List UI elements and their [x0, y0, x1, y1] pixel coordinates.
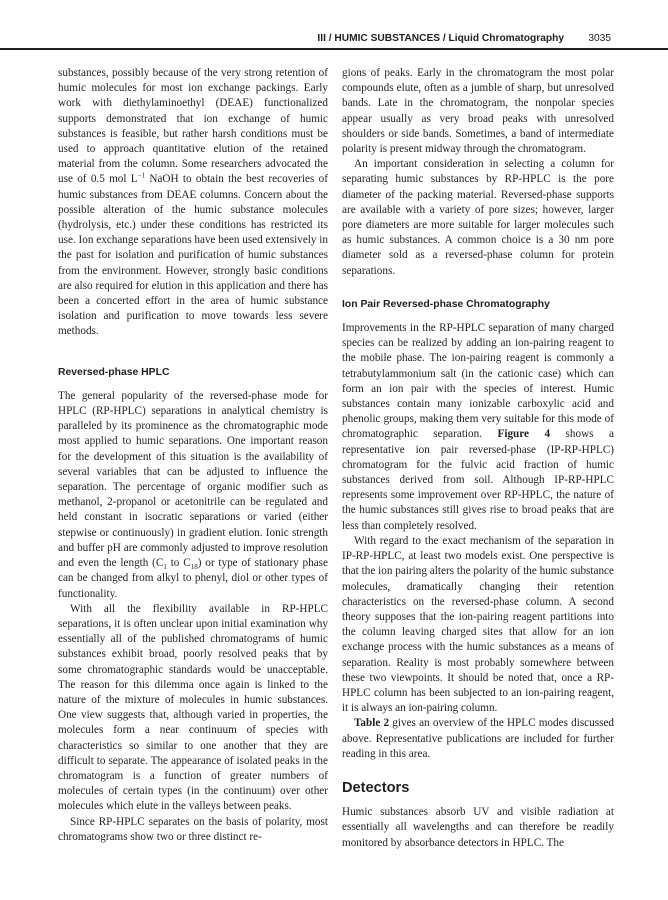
paragraph: The general popularity of the reversed-phase mode for HPLC (RP-HPLC) separations in analytical chemistry is paralleled by its prominence as the chromatographic mode most applied to humic separations. One important reason for the development of this situation is the availability of several variables that can be adjusted to influence the separation. The percentage of organic modifier such as methanol, 2-propanol or acetonitrile can be regulated and held constant in isocratic separations or varied (either stepwise or continuously) in gradient elution. Ionic strength and buffer pH are commonly adjusted to improve resolution and even the length ($C_1$ to $C_{18}$) or type of stationary phase can be changed from alkyl to phenyl, diol or other types of functionality. — [58, 389, 328, 600]
section-heading-detectors: Detectors — [342, 779, 410, 796]
paragraph: With all the flexibility available in RP-HPLC separations, it is often unclear upon initial examination why essentially all of the published chromatograms of humic substances exhibit broad, poorly resolved peaks that by some chromatographic standards would be unacceptable. The reason for this dilemma once again is linked to the nature of the mixture of molecules in humic substances. One view suggests that, although varied in properties, the molecules form a near continuum of species with characteristics so similar to one another that they are difficult to separate. The appearance of isolated peaks in the chromatogram is a function of greater numbers of molecules of certain types (in the continuum) over other molecules which elute in the valleys between peaks. — [58, 602, 328, 813]
page-number: 3035 — [588, 33, 611, 44]
section-heading-ion-pair: Ion Pair Reversed-phase Chromatography — [342, 298, 550, 310]
paragraph: gions of peaks. Early in the chromatogram the most polar compounds elute, often as a jumble of sharp, but unresolved bands. Late in the chromatogram, the nonpolar species appear usually as very broad peaks with unresolved shoulders or side bands. Sometimes, a band of intermediate polarity is present midway through the chromatogram. — [342, 67, 614, 156]
spacer — [58, 340, 328, 355]
right-column — [342, 66, 614, 851]
left-column — [58, 66, 328, 845]
header-title: III / HUMIC SUBSTANCES / Liquid Chromatography — [317, 33, 564, 44]
section-heading-reversed-phase: Reversed-phase HPLC — [58, 366, 170, 378]
paragraph: Humic substances absorb UV and visible radiation at essentially all wavelengths and can therefore be readily monitored by absorbance detectors in HPLC. The — [342, 806, 614, 849]
paragraph: With regard to the exact mechanism of the separation in IP-RP-HPLC, at least two models exist. One perspective is that the ion pairing alters the polarity of the humic substance molecules, dramatically changing their retention characteristics on the reversed-phase column. A second theory supposes that the ion-pairing reagent partitions into the column leaving charged sites that allow for an ion exchange process with the humic substances as a means of separation. Reality is most probably somewhere between these two viewpoints. It should be noted that, once a RP-HPLC column has been subjected to an ion-pairing reagent, it is always an ion-pairing column. — [342, 534, 614, 715]
paragraph: Improvements in the RP-HPLC separation of many charged species can be realized by adding an ion-pairing reagent to the mobile phase. The ion-pairing reagent is commonly a tetrabutylammonium salt (in the cationic case) which can form an ion pair with the species of interest. Humic substances contain many ionizable carboxylic acid and phenolic groups, making them very suitable for this mode of chromatographic separation. Figure 4 shows a representative ion pair reversed-phase (IP-RP-HPLC) chromatogram for the fulvic acid fraction of humic substances derived from soil. Although IP-RP-HPLC represents some improvement over RP-HPLC, the nature of the humic substances still gives rise to broad peaks that are less than completely resolved. — [342, 322, 614, 532]
paragraph: substances, possibly because of the very strong retention of humic molecules for most ion exchange packings. Early work with diethylaminoethyl (DEAE) functionalized supports demonstrated that ion exchange of humic substances is feasible, but rather harsh conditions must be used to approach quantitative elution of the retained material from the column. Some researchers advocated the use of 0.5 mol $L^{-1}$ NaOH to obtain the best recoveries of humic substances from DEAE columns. Concern about the possible alteration of the humic substance molecules (hydrolysis, etc.) under these conditions has restricted its use. Ion exchange separations have been used extensively in the past for isolation and purification of humic substances from the environment. However, strongly basic conditions are also required for elution in this application and there has been a concerted effort in the area of humic substance isolation and purification to move towards less severe methods. — [58, 67, 328, 338]
table-reference: Table 2 — [354, 717, 390, 730]
paragraph: Since RP-HPLC separates on the basis of polarity, most chromatograms show two or three distinct re- — [58, 815, 328, 843]
figure-reference: Figure 4 — [497, 428, 551, 441]
header-rule — [0, 48, 668, 50]
paragraph: Table 2 gives an overview of the HPLC modes discussed above. Representative publications are included for further reading in this area. — [342, 717, 615, 760]
running-header — [0, 0, 668, 56]
paragraph: An important consideration in selecting a column for separating humic substances by RP-HPLC is the pore diameter of the packing material. Reversed-phase supports are available with a variety of pore sizes; however, larger pore diameters are more suitable for larger molecules such as humic substances. A common choice is a 30 nm pore diameter sold as a reversed-phase column for protein separations. — [342, 158, 614, 277]
